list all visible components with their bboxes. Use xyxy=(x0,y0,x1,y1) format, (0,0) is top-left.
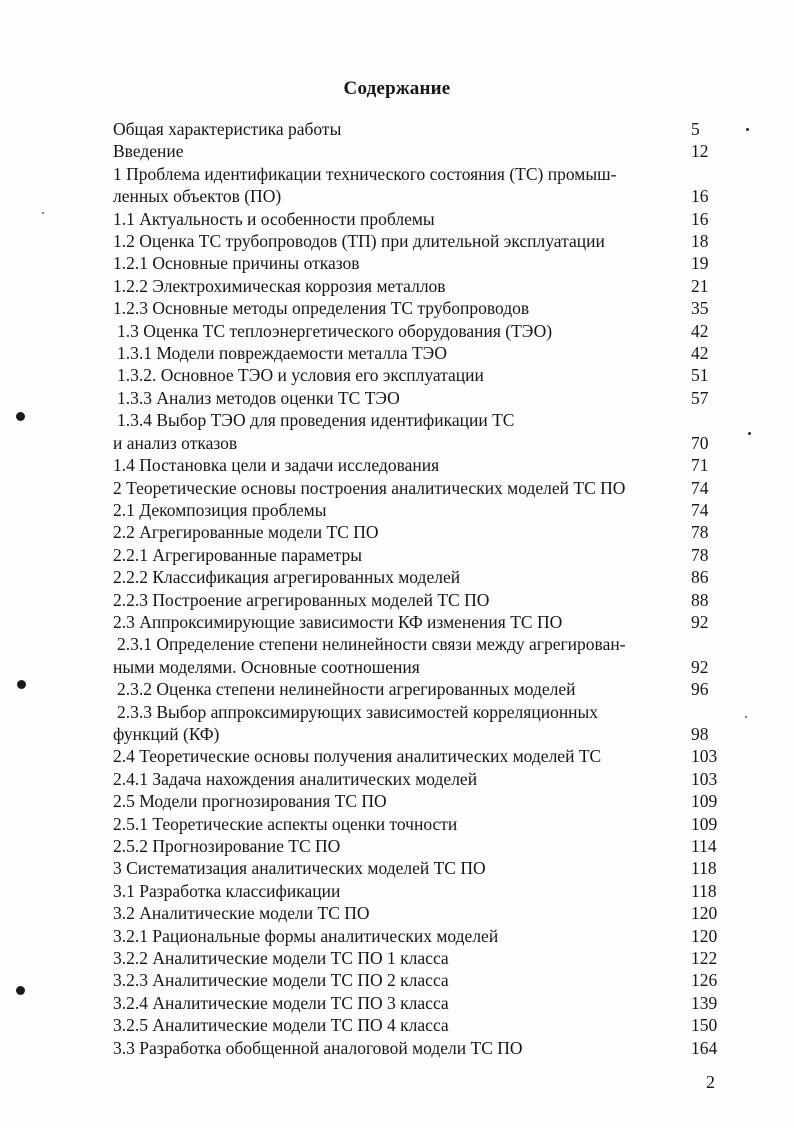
margin-mark-icon xyxy=(17,680,26,689)
toc-entry-page: 150 xyxy=(691,1015,718,1036)
toc-entry-page: 120 xyxy=(691,925,718,946)
toc-entry[interactable] xyxy=(113,880,717,902)
toc-entry[interactable] xyxy=(113,835,717,857)
toc-entry-page: 78 xyxy=(691,522,709,543)
margin-mark-icon xyxy=(16,412,25,421)
toc-entry[interactable] xyxy=(113,857,717,879)
toc-entry-page: 139 xyxy=(691,992,718,1013)
toc-entry-label: 2.3.1 Определение степени нелинейности связи между агрегирован- xyxy=(117,634,626,655)
toc-entry-label: 3.2.3 Аналитические модели ТС ПО 2 класса xyxy=(113,970,449,991)
toc-entry-label: и анализ отказов xyxy=(113,432,238,453)
toc-entry-page: 118 xyxy=(691,858,717,879)
toc-entry-page: 21 xyxy=(691,275,709,296)
toc-entry-page: 12 xyxy=(691,141,709,162)
toc-entry-page: 86 xyxy=(691,567,709,588)
toc-entry[interactable] xyxy=(113,745,718,767)
page-number: 2 xyxy=(706,1072,715,1092)
toc-entry-label: 2.1 Декомпозиция проблемы xyxy=(113,499,327,520)
toc-entry-page: 16 xyxy=(691,186,709,207)
toc-entry-page: 51 xyxy=(691,365,709,386)
toc-entry-label: 1 Проблема идентификации технического состояния (ТС) промыш- xyxy=(113,163,617,184)
toc-entry-label: 1.3.4 Выбор ТЭО для проведения идентификации ТС xyxy=(117,410,515,431)
toc-entry[interactable] xyxy=(113,477,713,499)
toc-entry-label: 2.5.2 Прогнозирование ТС ПО xyxy=(113,836,341,856)
toc-entry[interactable] xyxy=(113,140,713,162)
toc-entry[interactable] xyxy=(113,230,713,252)
toc-entry-page: 35 xyxy=(691,298,709,319)
margin-mark-icon xyxy=(16,986,25,995)
toc-entry-label: 1.2.1 Основные причины отказов xyxy=(113,253,360,274)
toc-entry[interactable] xyxy=(113,432,713,454)
toc-entry[interactable] xyxy=(113,723,713,745)
toc-entry-page: 74 xyxy=(691,499,709,520)
toc-entry-label: 1.2 Оценка ТС трубопроводов (ТП) при длительной эксплуатации xyxy=(113,231,605,252)
toc-entry[interactable] xyxy=(113,275,713,297)
scan-speck-icon xyxy=(42,212,44,214)
toc-entry-label: 2.5.1 Теоретические аспекты оценки точности xyxy=(113,813,458,834)
toc-entry[interactable] xyxy=(113,656,713,678)
toc-entry-label: 2.2.2 Классификация агрегированных моделей xyxy=(113,567,461,588)
toc-entry-label: Общая характеристика работы xyxy=(113,119,342,139)
toc-entry[interactable] xyxy=(113,902,718,924)
toc-entry-label: 3.2 Аналитические модели ТС ПО xyxy=(113,903,370,924)
toc-entry[interactable] xyxy=(113,678,713,700)
toc-entry[interactable] xyxy=(113,611,713,633)
toc-entry[interactable] xyxy=(113,790,718,812)
toc-entry-page: 120 xyxy=(691,903,718,924)
toc-entry[interactable] xyxy=(113,947,718,969)
toc-entry-page: 16 xyxy=(691,208,709,229)
toc-entry-page: 57 xyxy=(691,387,709,408)
toc-entry[interactable] xyxy=(113,633,713,655)
toc-entry-label: ленных объектов (ПО) xyxy=(113,186,282,207)
toc-entry-page: 74 xyxy=(691,477,709,498)
toc-entry-page: 122 xyxy=(691,948,718,969)
scan-speck-icon xyxy=(745,716,747,718)
toc-entry[interactable] xyxy=(113,589,713,611)
toc-entry-label: 3.2.1 Рациональные формы аналитических моделей xyxy=(113,925,499,946)
toc-entry-page: 88 xyxy=(691,589,709,610)
toc-entry-label: 3.1 Разработка классификации xyxy=(113,880,341,901)
toc-entry-label: 2.2 Агрегированные модели ТС ПО xyxy=(113,522,379,543)
toc-entry[interactable] xyxy=(113,1014,718,1036)
toc-entry[interactable] xyxy=(113,566,713,588)
toc-entry[interactable] xyxy=(113,969,718,991)
toc-entry-page: 5 xyxy=(691,119,700,139)
toc-entry[interactable] xyxy=(113,118,713,140)
toc-entry[interactable] xyxy=(113,701,713,723)
toc-entry[interactable] xyxy=(113,409,713,431)
toc-entry-page: 103 xyxy=(691,768,718,789)
toc-entry[interactable] xyxy=(113,320,713,342)
toc-entry[interactable] xyxy=(113,252,713,274)
toc-entry-page: 114 xyxy=(691,836,717,856)
toc-entry-page: 103 xyxy=(691,746,718,767)
toc-entry-page: 92 xyxy=(691,656,709,677)
toc-entry[interactable] xyxy=(113,925,718,947)
toc-entry-label: 3.3 Разработка обобщенной аналоговой модели ТС ПО xyxy=(113,1037,523,1058)
toc-entry-page: 109 xyxy=(691,791,718,812)
toc-entry[interactable] xyxy=(113,297,713,319)
toc-entry-label: 1.3.2. Основное ТЭО и условия его эксплуатации xyxy=(117,365,484,386)
scan-speck-icon xyxy=(748,432,751,435)
toc-entry-label: 2 Теоретические основы построения аналитических моделей ТС ПО xyxy=(113,477,626,498)
toc-entry-page: 18 xyxy=(691,231,709,252)
toc-entry-label: 2.5 Модели прогнозирования ТС ПО xyxy=(113,791,387,812)
toc-entry-label: 2.3.3 Выбор аппроксимирующих зависимостей корреляционных xyxy=(117,701,599,722)
table-of-contents xyxy=(113,118,718,1059)
toc-entry-page: 98 xyxy=(691,723,709,744)
toc-entry-page: 42 xyxy=(691,320,709,341)
toc-entry-label: 2.2.1 Агрегированные параметры xyxy=(113,544,363,565)
toc-entry[interactable] xyxy=(113,813,718,835)
toc-entry-page: 118 xyxy=(691,880,717,901)
toc-entry-label: функций (КФ) xyxy=(113,723,220,744)
toc-entry-label: 1.3.3 Анализ методов оценки ТС ТЭО xyxy=(117,387,400,408)
toc-entry-label: 3.2.4 Аналитические модели ТС ПО 3 класса xyxy=(113,992,449,1013)
toc-entry-page: 71 xyxy=(691,455,709,476)
toc-entry-label: 2.2.3 Построение агрегированных моделей ТС ПО xyxy=(113,589,490,610)
toc-entry[interactable] xyxy=(113,454,713,476)
toc-entry[interactable] xyxy=(113,499,713,521)
toc-entry[interactable] xyxy=(113,342,713,364)
toc-entry-label: Введение xyxy=(113,141,184,162)
toc-entry-label: 2.4 Теоретические основы получения аналитических моделей ТС xyxy=(113,746,602,767)
toc-entry[interactable] xyxy=(113,387,713,409)
toc-entry[interactable] xyxy=(113,521,713,543)
toc-entry[interactable] xyxy=(113,364,713,386)
toc-entry-label: 3.2.2 Аналитические модели ТС ПО 1 класса xyxy=(113,948,449,969)
toc-entry-page: 92 xyxy=(691,611,709,632)
toc-entry-label: 1.3 Оценка ТС теплоэнергетического оборудования (ТЭО) xyxy=(117,320,553,341)
toc-entry-page: 78 xyxy=(691,544,709,565)
toc-entry[interactable] xyxy=(113,1037,718,1059)
toc-entry-label: 1.1 Актуальность и особенности проблемы xyxy=(113,208,435,229)
toc-entry-page: 19 xyxy=(691,253,709,274)
toc-entry-page: 70 xyxy=(691,432,709,453)
page-title: Содержание xyxy=(343,78,451,99)
toc-entry-label: 3 Систематизация аналитических моделей ТС ПО xyxy=(113,858,486,879)
toc-entry-label: 1.2.2 Электрохимическая коррозия металлов xyxy=(113,275,446,296)
toc-entry[interactable] xyxy=(113,992,718,1014)
toc-entry-page: 164 xyxy=(691,1037,718,1058)
toc-entry-label: 2.3.2 Оценка степени нелинейности агрегированных моделей xyxy=(117,679,576,700)
toc-entry-label: 1.3.1 Модели повреждаемости металла ТЭО xyxy=(117,343,448,364)
toc-entry-page: 126 xyxy=(691,970,718,991)
toc-entry[interactable] xyxy=(113,163,713,185)
toc-entry-label: 1.2.3 Основные методы определения ТС трубопроводов xyxy=(113,298,530,319)
toc-entry[interactable] xyxy=(113,208,713,230)
toc-entry[interactable] xyxy=(113,768,718,790)
toc-entry-page: 42 xyxy=(691,343,709,364)
toc-entry-label: 3.2.5 Аналитические модели ТС ПО 4 класса xyxy=(113,1015,449,1036)
toc-entry-page: 96 xyxy=(691,679,709,700)
toc-entry-label: 2.3 Аппроксимирующие зависимости КФ изменения ТС ПО xyxy=(113,611,563,632)
toc-entry[interactable] xyxy=(113,544,713,566)
toc-entry-page: 109 xyxy=(691,813,718,834)
toc-entry[interactable] xyxy=(113,185,713,207)
toc-entry-label: ными моделями. Основные соотношения xyxy=(113,656,420,677)
scan-speck-icon xyxy=(746,128,749,131)
toc-entry-label: 1.4 Постановка цели и задачи исследования xyxy=(113,455,440,476)
toc-entry-label: 2.4.1 Задача нахождения аналитических моделей xyxy=(113,768,478,789)
